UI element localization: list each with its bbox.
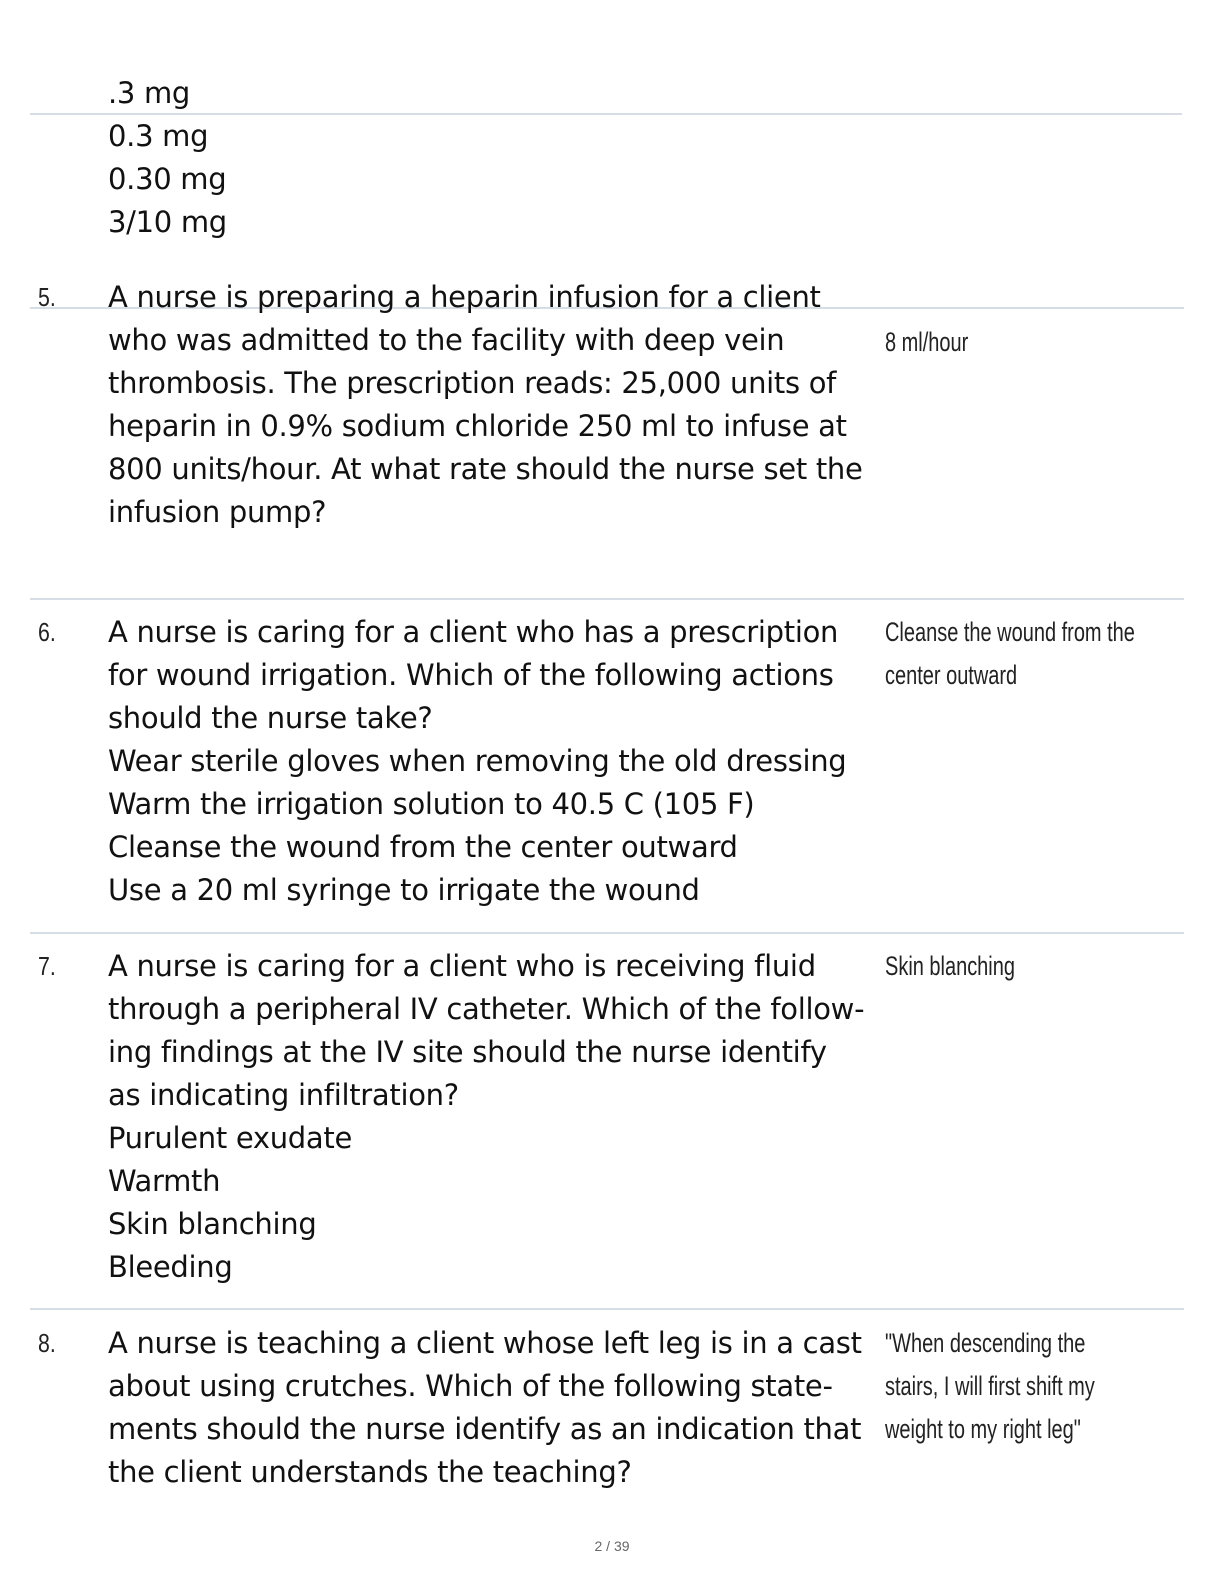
option: 0.30 mg [108,162,227,196]
question-text-line: 800 units/hour. At what rate should the nurse set the [108,452,863,486]
answer-text: 8 ml/hour [885,327,969,357]
option: Warm the irrigation solution to 40.5 C (105 F) [108,787,755,821]
option: .3 mg [108,76,191,110]
question-text-line: A nurse is caring for a client who has a prescription [108,615,839,649]
question-text-line: A nurse is teaching a client whose left leg is in a cast [108,1326,862,1360]
question-text-line: who was admitted to the facility with deep vein [108,323,785,357]
question-text-line: ments should the nurse identify as an indication that [108,1412,862,1446]
question-text-line: thrombosis. The prescription reads: 25,000 units of [108,366,837,400]
question-number: 6. [38,617,56,647]
divider-q7 [30,932,1184,934]
answer-text: Skin blanching [885,951,1015,981]
divider-q8 [30,1308,1184,1310]
option: Use a 20 ml syringe to irrigate the wound [108,873,700,907]
question-text-line: ing findings at the IV site should the nurse identify [108,1035,827,1069]
option: Wear sterile gloves when removing the old dressing [108,744,847,778]
option: Purulent exudate [108,1121,352,1155]
question-text-line: A nurse is caring for a client who is receiving fluid [108,949,816,983]
question-number: 8. [38,1328,56,1358]
option: Cleanse the wound from the center outward [108,830,738,864]
question-number: 7. [38,951,56,981]
question-text-line: the client understands the teaching? [108,1455,632,1489]
option: Skin blanching [108,1207,317,1241]
question-text-line: through a peripheral IV catheter. Which of the follow- [108,992,865,1026]
question-text-line: should the nurse take? [108,701,433,735]
option: 0.3 mg [108,119,209,153]
answer-text: center outward [885,660,1018,690]
answer-text: stairs, I will first shift my [885,1371,1095,1401]
divider-q4-top [30,113,1182,115]
answer-text: "When descending the [885,1328,1086,1358]
option: Warmth [108,1164,221,1198]
answer-text: weight to my right leg" [885,1414,1081,1444]
question-text-line: infusion pump? [108,495,327,529]
question-text-line: for wound irrigation. Which of the following actions [108,658,834,692]
question-number: 5. [38,282,56,312]
question-text-line: about using crutches. Which of the following state- [108,1369,833,1403]
question-text-line: A nurse is preparing a heparin infusion for a client [108,280,821,314]
question-text-line: as indicating infiltration? [108,1078,459,1112]
option: 3/10 mg [108,205,227,239]
option: Bleeding [108,1250,233,1284]
divider-q6 [30,598,1184,600]
page-indicator: 2 / 39 [594,1538,630,1554]
answer-text: Cleanse the wound from the [885,617,1135,647]
question-text-line: heparin in 0.9% sodium chloride 250 ml to infuse at [108,409,847,443]
